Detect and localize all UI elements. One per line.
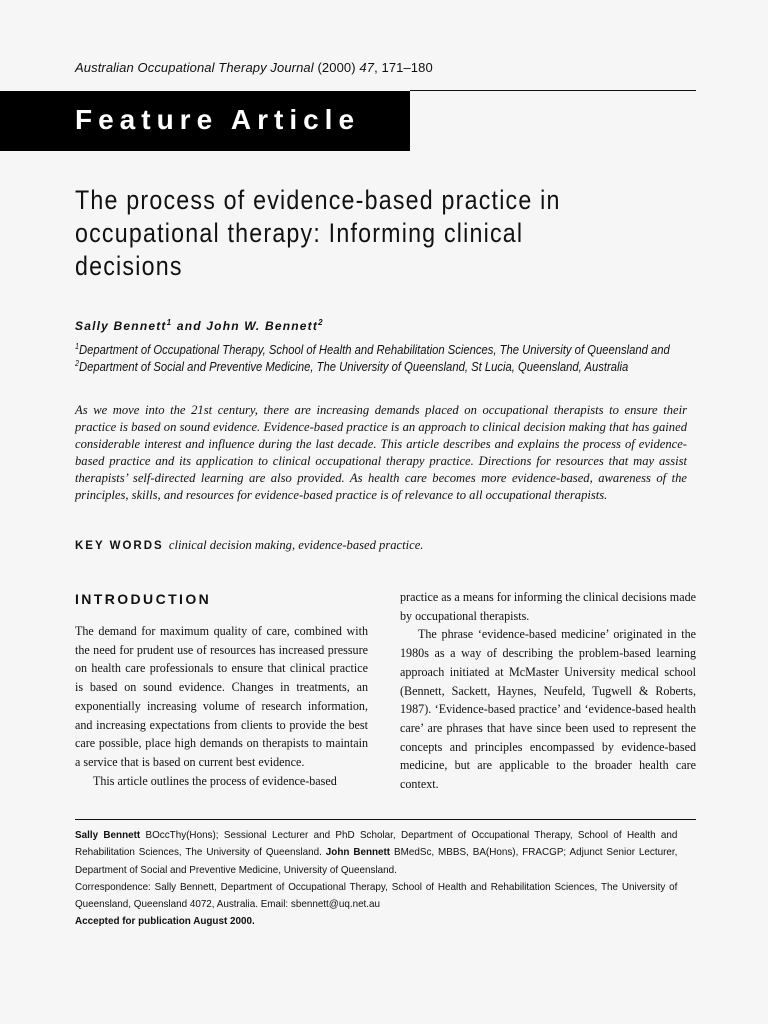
author-details (75, 827, 681, 879)
journal-pages: , 171–180 (374, 60, 433, 75)
body-paragraph: The phrase ‘evidence-based medicine’ originated in the 1980s as a way of describing the problem-based learning approach initiated at McMaster University medical school (Bennett, Sackett, Haynes, Neufeld, Tugwell & Roberts, 1987). ‘Evidence-based practice’ and ‘evidence-based health care’ are phrases that have since been used to represent the concepts and principles encompassed by evidence-based medicine, but are applicable to the broader health care context. (400, 627, 696, 792)
affiliation-1-mark: 1 (75, 342, 80, 351)
author-1-name: Sally Bennett (75, 319, 167, 333)
journal-year: (2000) (317, 60, 356, 75)
body-paragraph: The demand for maximum quality of care, combined with the need for prudent use of resources has increased pressure on health care professionals to ensure that clinical practice is based on sound evidence. Changes in treatments, an exponentially increasing volume of research information, and increasing expectations from clients to provide the best care possible, place high demands on therapists to maintain a service that is based on current best evidence. (75, 624, 368, 769)
section-heading-introduction: INTRODUCTION (75, 591, 212, 607)
accepted-date: Accepted for publication August 2000. (75, 916, 255, 928)
keywords-line (75, 538, 423, 553)
footnote-author-2-details: BMedSc, MBBS, BA(Hons), FRACGP; Adjunct Senior Lecturer, Department of Social and Preventive Medicine, University of Queensland. (75, 847, 681, 876)
affiliation-1-text: Department of Occupational Therapy, School of Health and Rehabilitation Sciences, The University of Queensland and (79, 343, 670, 358)
article-title: The process of evidence-based practice in occupational therapy: Informing clinical decisions (75, 185, 561, 282)
keywords-label: KEY WORDS (75, 540, 164, 552)
author-footnote (75, 827, 681, 931)
body-column-right (400, 588, 696, 794)
correspondence: Correspondence: Sally Bennett, Department of Occupational Therapy, School of Health and Rehabilitation Sciences, The University of Queensland, Queensland 4072, Australia. Email: sbennett@uq.net.au (75, 881, 678, 911)
affiliation-1 (75, 342, 705, 357)
footnote-author-2-name: John Bennett (325, 847, 391, 859)
footnote-rule (75, 819, 696, 820)
footnote-author-1-name: Sally Bennett (75, 830, 141, 841)
affiliation-2 (75, 359, 705, 374)
body-paragraph: This article outlines the process of evidence-based (93, 773, 337, 788)
body-paragraph: practice as a means for informing the clinical decisions made by occupational therapists. (400, 590, 696, 623)
journal-name: Australian Occupational Therapy Journal (75, 60, 314, 75)
journal-volume: 47 (359, 60, 375, 75)
footnote-author-1-details: BOccThy(Hons); Sessional Lecturer and PhD Scholar, Department of Occupational Therapy, School of Health and Rehabilitation Sciences, The University of Queensland. (75, 830, 681, 859)
author-2-name: John W. Bennett (206, 319, 319, 333)
body-column-left (75, 622, 368, 790)
affiliation-2-text: Department of Social and Preventive Medicine, The University of Queensland, St Lucia, Queensland, Australia (79, 360, 629, 375)
author-line (75, 318, 324, 333)
author-2-mark: 2 (318, 318, 324, 327)
keywords-text: clinical decision making, evidence-based practice. (168, 538, 424, 552)
feature-article-banner (0, 91, 410, 151)
header-rule (410, 90, 696, 91)
banner-label: Feature Article (75, 104, 361, 135)
author-1-mark: 1 (166, 318, 173, 327)
abstract: As we move into the 21st century, there are increasing demands placed on occupational therapists to ensure their practice is based on sound evidence. Evidence-based practice is an approach to clinical decision making that has gained considerable interest and influence during the last decade. This article describes and explains the process of evidence-based practice and its application to clinical occupational therapy practice. Directions for resources that may assist therapists’ self-directed learning are also provided. As health care becomes more evidence-based, awareness of the principles, skills, and resources for evidence-based practice is of relevance to all occupational therapists. (75, 403, 687, 502)
journal-citation (75, 60, 433, 75)
author-joiner: and (172, 319, 207, 333)
affiliation-2-mark: 2 (75, 359, 80, 368)
